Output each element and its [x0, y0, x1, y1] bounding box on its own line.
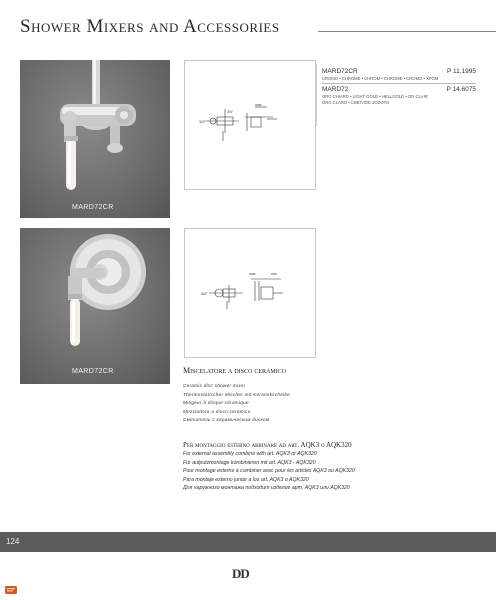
finish-description: ORO CLARO • СВЕТЛОЕ ЗОЛОТО [322, 100, 390, 105]
note-line: Para montaje externo juntar a los art. AQK3 o AQK320 [183, 476, 309, 483]
dimension-drawing [185, 61, 315, 189]
translation-line: Ceramic disc shower mixer [183, 383, 246, 388]
technical-drawing-top [184, 60, 316, 190]
svg-text:3/4": 3/4" [201, 292, 208, 296]
svg-text:min: min [271, 272, 277, 276]
shower-mixer-illustration [20, 60, 170, 218]
product-price: P 11.1995 [446, 68, 476, 75]
code-row [322, 68, 476, 76]
dimension-drawing [185, 229, 315, 357]
product-photo-bottom [20, 228, 170, 384]
product-codes [322, 68, 476, 106]
brand-logo: DD [232, 566, 249, 581]
translation-line: Mezcladora a disco cerámico [183, 408, 251, 414]
product-translations [183, 382, 403, 425]
photo-caption: MARD72CR [72, 368, 114, 375]
svg-text:max: max [255, 103, 262, 107]
product-price: P 14.6075 [446, 86, 476, 93]
code-row [322, 86, 476, 94]
codes-divider [316, 64, 317, 126]
note-line: Для наружного монтажа подходит изделие арт. AQK3 или AQK320 [183, 485, 350, 492]
photo-caption: MARD72CR [72, 204, 114, 211]
note-line: Per montaggio esterno abbinare ad art. AQK3 o AQK320 [183, 441, 352, 449]
footer-band [0, 532, 496, 552]
page-title: Shower Mixers and Accessories [20, 16, 280, 37]
note-line: For external assembly combine with art. AQK3 or AQK320 [183, 451, 317, 457]
assembly-notes [183, 440, 423, 493]
product-code: MARD72CR [322, 68, 358, 75]
note-line: Für aufputzmontage kombinieren mit art. AQK3 - AQK320 [183, 459, 316, 466]
svg-text:max: max [249, 272, 256, 276]
translation-line: Mitigeur à disque céramique [183, 400, 249, 406]
translation-line: Thermostatischer Mischer mit Keramikscheibe [183, 391, 291, 397]
concealed-mixer-illustration [20, 228, 170, 384]
finish-description: CROMO • CHROME • CHROM • CHROME • CROMO • ХРОМ [322, 76, 439, 81]
technical-drawing-bottom [184, 228, 316, 358]
pdf-icon[interactable] [4, 584, 18, 596]
translation-line: Смеситель с керамическим диском [183, 417, 270, 423]
svg-text:3/4": 3/4" [227, 110, 234, 114]
svg-text:3/4": 3/4" [199, 120, 206, 124]
page-number: 124 [6, 537, 20, 546]
product-code: MARD72 [322, 86, 349, 93]
note-line: Pour montage externe à combiner avec pour les articles AQK3 ou AQK320 [183, 468, 355, 475]
product-name: Miscelatore a disco ceramico [183, 366, 287, 375]
finish-description: ORO CHIARO • LIGHT GOLD • HELLGOLD • OR CLAIR [322, 94, 428, 99]
title-rule [318, 31, 496, 32]
product-photo-top [20, 60, 170, 218]
